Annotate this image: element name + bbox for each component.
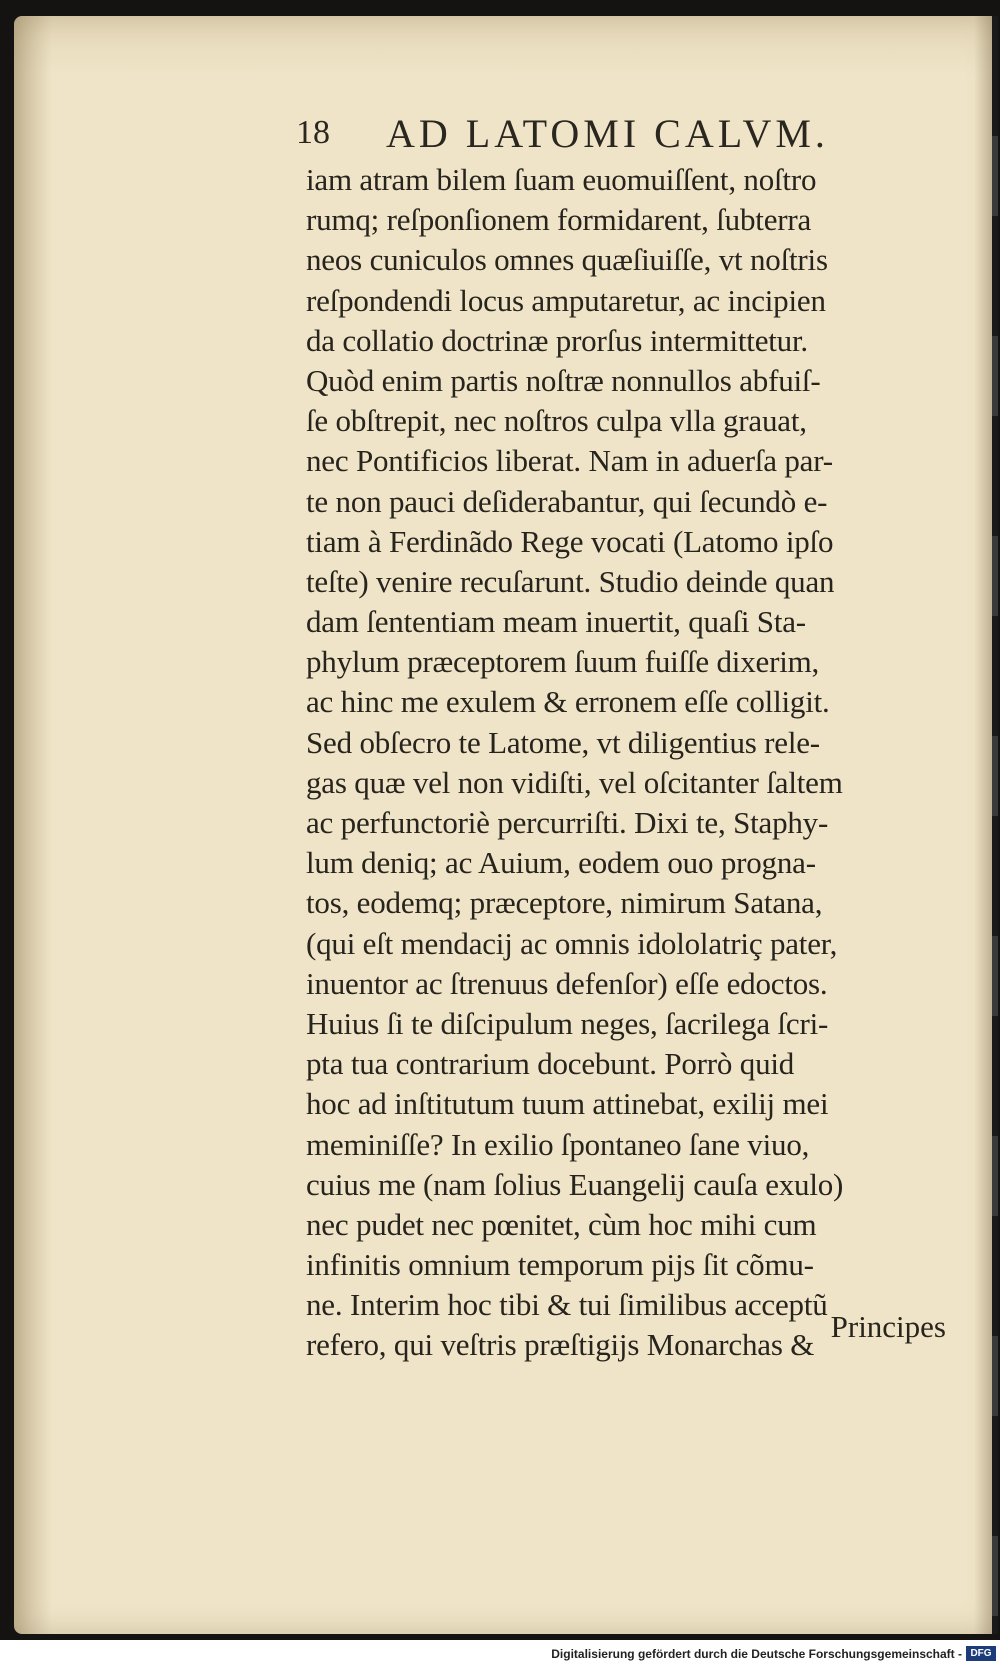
body-text <box>306 160 946 1366</box>
funding-note: Digitalisierung gefördert durch die Deutsche Forschungsgemeinschaft - <box>551 1647 962 1661</box>
text-line: hoc ad inſtitutum tuum attinebat, exilij mei <box>306 1086 829 1122</box>
text-line: dam ſententiam meam inuertit, quaſi Sta- <box>306 604 806 640</box>
dfg-logo-icon: DFG <box>966 1646 996 1661</box>
text-line: iam atram bilem ſuam euomuiſſent, noſtro <box>306 162 817 197</box>
text-line: reſpondendi locus amputaretur, ac incipien <box>306 282 826 318</box>
text-line: rumq; reſponſionem formidarent, ſubterra <box>306 202 812 238</box>
page-number: 18 <box>296 114 330 151</box>
running-title: AD LATOMI CALVM. <box>386 111 829 156</box>
text-line: te non pauci deſiderabantur, qui ſecundò e- <box>306 483 828 519</box>
page-edge-shadow <box>992 16 998 1634</box>
text-line: Sed obſecro te Latome, vt diligentius rele- <box>306 724 820 760</box>
text-line: nec Pontificios liberat. Nam in aduerſa par- <box>306 443 833 479</box>
text-line: Huius ſi te diſcipulum neges, ſacrilega ſcri- <box>306 1005 829 1041</box>
text-line: Quòd enim partis noſtræ nonnullos abfuiſ- <box>306 362 821 398</box>
text-line: meminiſſe? In exilio ſpontaneo ſane viuo, <box>306 1126 810 1162</box>
footer-bar <box>0 1640 1000 1669</box>
text-line: ſe obſtrepit, nec noſtros culpa vlla grauat, <box>306 403 807 439</box>
catchword: Principes <box>830 1309 946 1344</box>
text-line: ne. Interim hoc tibi & tui ſimilibus acceptũ <box>306 1287 828 1323</box>
text-line: neos cuniculos omnes quæſiuiſſe, vt noſtris <box>306 242 828 278</box>
text-line: gas quæ vel non vidiſti, vel oſcitanter ſaltem <box>306 764 843 800</box>
page-header <box>296 108 856 158</box>
text-line: cuius me (nam ſolius Euangelij cauſa exulo) <box>306 1166 844 1202</box>
text-line: (qui eſt mendacij ac omnis idololatriç pater, <box>306 925 838 961</box>
text-line: phylum præceptorem ſuum fuiſſe dixerim, <box>306 644 820 680</box>
text-line: inuentor ac ſtrenuus defenſor) eſſe edoctos. <box>306 965 828 1001</box>
text-line: tiam à Ferdinãdo Rege vocati (Latomo ipſo <box>306 523 834 559</box>
text-line: refero, qui veſtris præſtigijs Monarchas & <box>306 1327 815 1363</box>
text-line: da collatio doctrinæ prorſus intermittetur. <box>306 322 808 358</box>
text-line: pta tua contrarium docebunt. Porrò quid <box>306 1046 795 1082</box>
text-line: tos, eodemq; præceptore, nimirum Satana, <box>306 885 823 921</box>
text-line: lum deniq; ac Auium, eodem ouo progna- <box>306 845 816 881</box>
text-line: ac perfunctoriè percurriſti. Dixi te, Staphy- <box>306 805 829 840</box>
text-line: teſte) venire recuſarunt. Studio deinde quan <box>306 563 835 599</box>
text-line: nec pudet nec pœnitet, cùm hoc mihi cum <box>306 1206 817 1242</box>
text-line: ac hinc me exulem & erronem eſſe colligit. <box>306 684 830 720</box>
text-line: infinitis omnium temporum pijs ſit cõmu- <box>306 1247 814 1283</box>
